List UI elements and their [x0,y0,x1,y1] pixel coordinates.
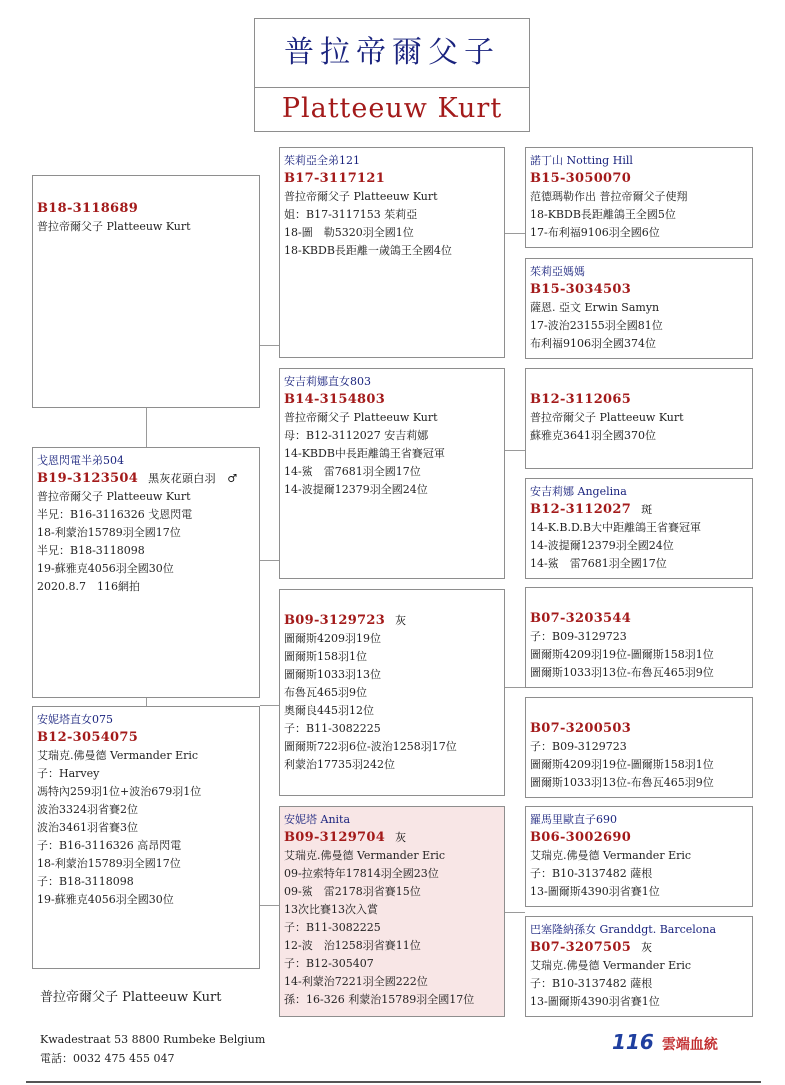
detail-line: 13次比賽13次入賞 [284,903,378,916]
ring-number: B07-3203544 [530,611,632,626]
detail-line: 12-波 治1258羽省賽11位 [284,939,421,952]
pedigree-box-gp-7 [525,806,753,907]
detail-line: 18-KBDB長距離一歲鴿王全國4位 [284,244,452,257]
detail-line: 14-K.B.D.B大中距離鴿王省賽冠軍 [530,521,702,534]
pedigree-box-gp-8 [525,916,753,1017]
pedigree-box-dam [32,706,260,969]
detail-line: 圖爾斯1033羽13位 [284,668,381,681]
detail-line: 19-蘇雅克4056羽全國30位 [37,562,174,575]
ring-number: B19-3123504 黑灰花頭白羽 ♂ [37,471,238,486]
address-line: Kwadestraat 53 8800 Rumbeke Belgium [40,1033,266,1046]
detail-line: 子：B11-3082225 [284,722,381,735]
detail-line: 蘇雅克3641羽全國370位 [530,429,656,442]
pedigree-box-gp-1 [525,147,753,248]
detail-line: 姐：B17-3117153 茱莉亞 [284,208,418,221]
connector [260,560,279,561]
detail-line: 母：B12-3112027 安吉莉娜 [284,429,429,442]
detail-line: 子：Harvey [37,767,100,780]
detail-line: 14-鯊 雷7681羽全國17位 [284,465,421,478]
ring-number: B18-3118689 [37,201,139,216]
detail-line: 13-圖爾斯4390羽省賽1位 [530,885,660,898]
ring-number: B14-3154803 [284,392,386,407]
detail-line: 14-利蒙治7221羽全國222位 [284,975,428,988]
ring-number: B09-3129723 灰 [284,613,407,628]
bird-name: 巴塞隆納孫女 Granddgt. Barcelona [530,923,717,936]
detail-line: 14-KBDB中長距離鴿王省賽冠軍 [284,447,445,460]
detail-line: 子：B12-305407 [284,957,374,970]
detail-line: 普拉帝爾父子 Platteeuw Kurt [530,411,684,424]
bird-color: 灰 [395,831,407,844]
bird-color: 灰 [395,614,407,627]
detail-line: 圖爾斯722羽6位-波治1258羽17位 [284,740,457,753]
bird-name: 戈恩閃電半弟504 [37,454,124,467]
connector [260,345,279,346]
connector [505,233,525,234]
connector [260,905,279,906]
pedigree-box-gp-4 [525,478,753,579]
detail-line: 圖爾斯4209羽19位-圖爾斯158羽1位 [530,648,714,661]
detail-line: 17-波治23155羽全國81位 [530,319,663,332]
ring-number: B12-3112027 斑 [530,502,653,517]
detail-line: 普拉帝爾父子 Platteeuw Kurt [284,411,438,424]
detail-line: 波治3461羽省賽3位 [37,821,138,834]
detail-line: 13-圖爾斯4390羽省賽1位 [530,995,660,1008]
detail-line: 18-利蒙治15789羽全國17位 [37,526,181,539]
detail-line: 普拉帝爾父子 Platteeuw Kurt [284,190,438,203]
detail-line: 19-蘇雅克4056羽全國30位 [37,893,174,906]
bird-color: 灰 [641,941,653,954]
detail-line: 09-拉索特年17814羽全國23位 [284,867,439,880]
bird-name: 安妮塔直女075 [37,713,113,726]
pedigree-box-dam-dam [279,806,505,1017]
bird-name: 茱莉亞全弟121 [284,154,360,167]
detail-line: 子：B10-3137482 薩根 [530,867,653,880]
pedigree-box-gp-5 [525,587,753,688]
detail-line: 半兄：B18-3118098 [37,544,145,557]
detail-line: 子：B11-3082225 [284,921,381,934]
brand-logo [612,1030,732,1056]
owner-label: 普拉帝爾父子 Platteeuw Kurt [40,990,222,1005]
detail-line: 布利福9106羽全國374位 [530,337,656,350]
ring-number: B12-3054075 [37,730,139,745]
bird-name: 安吉莉娜 Angelina [530,485,627,498]
connector [146,408,147,447]
detail-line: 圖爾斯4209羽19位 [284,632,381,645]
logo-number: 116 [612,1030,654,1054]
detail-line: 18-圖 勒5320羽全國1位 [284,226,414,239]
detail-line: 薩恩. 亞文 Erwin Samyn [530,301,660,314]
bird-name: 羅馬里歐直子690 [530,813,617,826]
detail-line: 艾瑞克.佛曼德 Vermander Eric [530,849,692,862]
bird-color: 斑 [641,503,653,516]
detail-line: 艾瑞克.佛曼德 Vermander Eric [284,849,446,862]
detail-line: 馮特內259羽1位+波治679羽1位 [37,785,202,798]
ring-number: B15-3050070 [530,171,632,186]
detail-line: 普拉帝爾父子 Platteeuw Kurt [37,220,191,233]
detail-line: 布魯瓦465羽9位 [284,686,367,699]
pedigree-box-sire-sire [279,147,505,358]
phone-line: 電話：0032 475 455 047 [40,1052,175,1065]
detail-line: 09-鯊 雷2178羽省賽15位 [284,885,421,898]
pedigree-box-sire-dam [279,368,505,579]
connector [505,450,525,451]
ring-number: B12-3112065 [530,392,632,407]
title-box [254,18,530,132]
detail-line: 普拉帝爾父子 Platteeuw Kurt [37,490,191,503]
ring-number: B17-3117121 [284,171,386,186]
detail-line: 利蒙治17735羽242位 [284,758,395,771]
detail-line: 子：B10-3137482 薩根 [530,977,653,990]
ring-number: B15-3034503 [530,282,632,297]
detail-line: 艾瑞克.佛曼德 Vermander Eric [37,749,199,762]
detail-line: 2020.8.7 116網拍 [37,580,140,593]
detail-line: 18-KBDB長距離鴿王全國5位 [530,208,676,221]
bottom-rule [26,1081,761,1083]
detail-line: 半兄：B16-3116326 戈恩閃電 [37,508,193,521]
pedigree-box-gp-2 [525,258,753,359]
connector [505,912,525,913]
detail-line: 圖爾斯1033羽13位-布魯瓦465羽9位 [530,776,714,789]
pedigree-box-gp-3 [525,368,753,469]
detail-line: 子：B09-3129723 [530,630,627,643]
logo-text: 雲端血統 [661,1037,718,1053]
pedigree-box-subject [32,175,260,408]
detail-line: 17-布利福9106羽全國6位 [530,226,660,239]
bird-name: 茱莉亞媽媽 [530,265,585,278]
title-chinese: 普拉帝爾父子 [284,35,500,70]
detail-line: 子：B09-3129723 [530,740,627,753]
detail-line: 奧爾良445羽12位 [284,704,374,717]
title-english: Platteeuw Kurt [281,93,503,124]
bird-name: 諾丁山 Notting Hill [530,154,633,167]
detail-line: 14-波提爾12379羽全國24位 [284,483,428,496]
ring-number: B07-3200503 [530,721,632,736]
ring-number: B07-3207505 灰 [530,940,653,955]
bird-color: 黑灰花頭白羽 ♂ [148,472,238,485]
pedigree-box-sire [32,447,260,698]
detail-line: 子：B16-3116326 高昂閃電 [37,839,182,852]
bird-name: 安妮塔 Anita [284,813,351,826]
title-divider [255,87,529,88]
pedigree-box-gp-6 [525,697,753,798]
detail-line: 圖爾斯4209羽19位-圖爾斯158羽1位 [530,758,714,771]
detail-line: 14-波提爾12379羽全國24位 [530,539,674,552]
detail-line: 14-鯊 雷7681羽全國17位 [530,557,667,570]
ring-number: B06-3002690 [530,830,632,845]
ring-number: B09-3129704 灰 [284,830,407,845]
bird-name: 安吉莉娜直女803 [284,375,371,388]
pedigree-box-dam-sire [279,589,505,796]
detail-line: 18-利蒙治15789羽全國17位 [37,857,181,870]
detail-line: 范德瑪勒作出 普拉帝爾父子使翔 [530,190,688,203]
detail-line: 艾瑞克.佛曼德 Vermander Eric [530,959,692,972]
detail-line: 子：B18-3118098 [37,875,134,888]
connector [505,687,525,688]
connector [260,705,279,706]
connector [146,697,147,706]
detail-line: 圖爾斯158羽1位 [284,650,367,663]
detail-line: 波治3324羽省賽2位 [37,803,138,816]
detail-line: 孫：16-326 利蒙治15789羽全國17位 [284,993,475,1006]
detail-line: 圖爾斯1033羽13位-布魯瓦465羽9位 [530,666,714,679]
